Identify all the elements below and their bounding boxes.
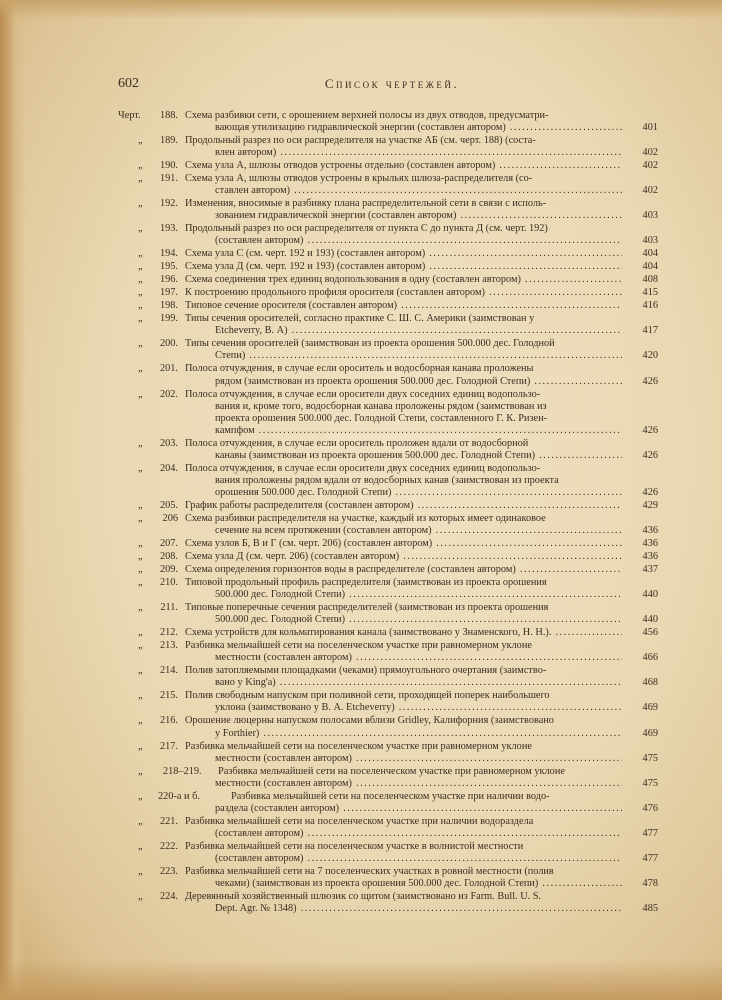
entry-text: Полив затопляемыми площадками (чеками) прямоугольного очертания (заимство- xyxy=(185,665,547,677)
list-item xyxy=(118,690,658,714)
page-reference: 417 xyxy=(642,325,658,337)
page-reference: 475 xyxy=(642,752,658,764)
entry-line xyxy=(118,614,658,626)
entry-text: Схема разбивки сети, с орошением верхней полосы из двух отводов, предусматри- xyxy=(185,110,549,121)
list-item xyxy=(118,110,658,134)
entry-line xyxy=(118,500,658,512)
page-reference: 469 xyxy=(642,727,658,739)
entry-line xyxy=(118,185,658,197)
page-reference: 401 xyxy=(642,122,658,134)
drawing-number: 190. xyxy=(159,160,178,172)
list-item xyxy=(118,564,658,576)
ditto-mark: „ xyxy=(138,765,143,777)
list-item xyxy=(118,816,658,840)
list-item xyxy=(118,248,658,260)
list-item xyxy=(118,741,658,765)
entry-line xyxy=(118,551,658,563)
entry-text: вающая утилизацию гидравлической энергии (составлен автором) ..... xyxy=(215,122,622,134)
entry-text: Полоса отчуждения, в случае если оросители двух соседних единиц водопользо- xyxy=(185,388,541,400)
page-reference: 436 xyxy=(642,525,658,537)
page-reference: 476 xyxy=(642,802,658,814)
entry-line xyxy=(118,627,658,639)
entry-text: проекта орошения 500.000 дес. Голодной Степи, составленного Г. К. Ризен- xyxy=(215,412,548,424)
drawing-number: 202. xyxy=(159,388,178,400)
drawing-number: 214. xyxy=(159,665,178,677)
drawing-number: 203. xyxy=(159,437,178,449)
list-item xyxy=(118,300,658,312)
entry-line xyxy=(118,235,658,247)
entry-line xyxy=(118,715,658,727)
entry-line xyxy=(118,564,658,576)
entry-line xyxy=(118,475,658,487)
entry-text: 500.000 дес. Голодной Степи) ..... xyxy=(215,589,622,601)
ditto-mark: „ xyxy=(138,462,143,474)
drawings-list xyxy=(118,110,658,916)
entry-line xyxy=(118,287,658,299)
drawing-number: 221. xyxy=(159,815,178,827)
ditto-mark: „ xyxy=(138,313,143,325)
drawing-number: 208. xyxy=(159,551,178,563)
entry-text: Dept. Agr. № 1348) ..... xyxy=(215,903,622,915)
entry-line xyxy=(118,803,658,815)
entry-text: Схема узла Д (см. черт. 206) (составлен автором) ..... xyxy=(185,551,622,563)
ditto-mark: „ xyxy=(138,287,143,299)
list-item xyxy=(118,198,658,222)
entry-line xyxy=(118,589,658,601)
list-item xyxy=(118,261,658,273)
ditto-mark: „ xyxy=(138,840,143,852)
page-reference: 440 xyxy=(642,589,658,601)
ditto-mark: „ xyxy=(138,135,143,147)
entry-line xyxy=(118,891,658,903)
entry-line xyxy=(118,413,658,425)
page-edge-stain xyxy=(0,0,26,1000)
list-item xyxy=(118,791,658,815)
entry-line xyxy=(118,147,658,159)
entry-line xyxy=(118,173,658,185)
page-reference: 408 xyxy=(642,274,658,286)
entry-text: К построению продольного профиля оросителя (составлен автором) ..... xyxy=(185,287,622,299)
drawing-number: 198. xyxy=(159,300,178,312)
entry-text: орошения 500.000 дес. Голодной Степи) ..... xyxy=(215,487,622,499)
entry-text: Типовое сечение оросителя (составлен автором) ..... xyxy=(185,300,622,312)
list-item xyxy=(118,313,658,337)
ditto-mark: „ xyxy=(138,363,143,375)
page-number: 602 xyxy=(118,76,139,91)
entry-text: Разбивка мельчайшей сети на поселенческом участке при равномерном уклоне xyxy=(185,640,532,652)
page-reference: 416 xyxy=(642,300,658,312)
entry-text: канавы (заимствован из проекта орошения 500.000 дес. Голодной Степи) ..... xyxy=(215,450,622,462)
drawing-number: 223. xyxy=(159,865,178,877)
entry-line xyxy=(118,741,658,753)
entry-line xyxy=(118,198,658,210)
entry-line xyxy=(118,728,658,740)
list-item xyxy=(118,363,658,387)
ditto-mark: „ xyxy=(138,274,143,286)
ditto-mark: „ xyxy=(138,513,143,525)
entry-line xyxy=(118,791,658,803)
entry-text: Типы сечения оросителей (заимствован из проекта орошения 500.000 дес. Голодной xyxy=(185,338,555,350)
drawing-number: 222. xyxy=(159,840,178,852)
list-item xyxy=(118,891,658,915)
list-item xyxy=(118,160,658,172)
list-item xyxy=(118,513,658,537)
drawing-number: 216. xyxy=(159,715,178,727)
ditto-mark: „ xyxy=(138,740,143,752)
entry-text: местности (составлен автором) ..... xyxy=(215,778,622,790)
entry-line xyxy=(118,487,658,499)
ditto-mark: „ xyxy=(138,577,143,589)
ditto-mark: „ xyxy=(138,715,143,727)
entry-line xyxy=(118,816,658,828)
drawing-number: 199. xyxy=(159,313,178,325)
drawing-number: 189. xyxy=(159,135,178,147)
drawing-number: 205. xyxy=(159,500,178,512)
entry-line xyxy=(118,210,658,222)
list-item xyxy=(118,463,658,499)
drawing-number: 212. xyxy=(159,627,178,639)
entry-text: Продольный разрез по оси распределителя на участке АБ (см. черт. 188) (соста- xyxy=(185,135,536,147)
drawing-number: 209. xyxy=(159,564,178,576)
page-reference: 478 xyxy=(642,878,658,889)
entry-text: вания и, кроме того, водосборная канава проложены рядом (заимствован из xyxy=(215,400,547,412)
entry-text: Полоса отчуждения, в случае если ороситель проложен вдали от водосборной xyxy=(185,437,529,449)
drawing-number: 204. xyxy=(159,462,178,474)
entry-text: Схема определения горизонтов воды в распределителе (составлен автором) ..... xyxy=(185,564,622,576)
entry-line xyxy=(118,878,658,890)
entry-text: (составлен автором) ..... xyxy=(215,235,622,247)
drawing-number: 200. xyxy=(159,338,178,350)
ditto-mark: „ xyxy=(138,173,143,185)
entry-text: Разбивка мельчайшей сети на поселенческом участке при наличии водо- xyxy=(231,790,550,802)
entry-line xyxy=(118,450,658,462)
entry-text: Продольный разрез по оси распределителя от пункта С до пункта Д (см. черт. 192) xyxy=(185,223,548,235)
entry-text: вания проложены рядом вдали от водосборных канав (заимствован из проекта xyxy=(215,474,559,486)
entry-line xyxy=(118,577,658,589)
drawing-number: 210. xyxy=(159,577,178,589)
drawing-number: 224. xyxy=(159,890,178,902)
entry-line xyxy=(118,389,658,401)
ditto-mark: „ xyxy=(138,564,143,576)
drawing-number: 191. xyxy=(159,173,178,185)
ditto-mark: „ xyxy=(138,160,143,172)
entry-text: Схема узлов Б, В и Г (см. черт. 206) (составлен автором) ..... xyxy=(185,538,622,550)
entry-line xyxy=(118,513,658,525)
list-item xyxy=(118,338,658,362)
page-reference: 402 xyxy=(642,160,658,172)
page-reference: 436 xyxy=(642,538,658,550)
list-item xyxy=(118,274,658,286)
entry-line xyxy=(118,853,658,865)
ditto-mark: „ xyxy=(138,437,143,449)
entry-line xyxy=(118,274,658,286)
page-reference: 436 xyxy=(642,551,658,563)
entry-text: 500.000 дес. Голодной Степи) ..... xyxy=(215,614,622,626)
entry-text: Полив свободным напуском при поливной сети, проходящей поперек наибольшего xyxy=(185,690,550,702)
entry-text: влен автором) ..... xyxy=(215,147,622,159)
drawing-number: 188. xyxy=(159,110,178,121)
page-edge-stain xyxy=(0,960,722,1000)
entry-text: местности (составлен автором) ..... xyxy=(215,652,622,664)
entry-line xyxy=(118,110,658,122)
entry-line xyxy=(118,525,658,537)
ditto-mark: „ xyxy=(138,640,143,652)
drawing-number: 192. xyxy=(159,198,178,210)
entry-line xyxy=(118,300,658,312)
page-reference: 475 xyxy=(642,777,658,789)
entry-line xyxy=(118,903,658,915)
entry-text: Разбивка мельчайшей сети на поселенческом участке при равномерном уклоне xyxy=(185,740,532,752)
entry-text: Степи) ..... xyxy=(215,350,622,362)
entry-line xyxy=(118,313,658,325)
entry-line xyxy=(118,135,658,147)
drawing-number: 207. xyxy=(159,538,178,550)
entry-text: Схема разбивки распределителя на участке, каждый из которых имеет одинаковое xyxy=(185,513,546,525)
entry-text: раздела (составлен автором) ..... xyxy=(215,803,622,815)
drawing-number: 195. xyxy=(159,261,178,273)
page-title: Список чертежей. xyxy=(324,76,460,91)
entry-text: Разбивка мельчайшей сети на поселенческом участке при равномерном уклоне xyxy=(218,765,565,777)
entry-line xyxy=(118,677,658,689)
page-reference: 403 xyxy=(642,210,658,222)
entry-text: вано у King'a) ..... xyxy=(215,677,622,689)
drawing-number: 213. xyxy=(159,640,178,652)
entry-text: Орошение люцерны напуском полосами вблизи Gridley, Калифорния (заимствовано xyxy=(185,715,554,727)
entry-line xyxy=(118,160,658,172)
entry-text: рядом (заимствован из проекта орошения 500.000 дес. Голодной Степи) ..... xyxy=(215,376,622,388)
ditto-mark: „ xyxy=(138,538,143,550)
list-item xyxy=(118,223,658,247)
page-reference: 437 xyxy=(642,564,658,576)
list-item xyxy=(118,602,658,626)
entry-text: Схема соединения трех единиц водопользования в одну (составлен автором) ..... xyxy=(185,274,622,286)
list-item xyxy=(118,640,658,664)
ditto-mark: „ xyxy=(138,690,143,702)
entry-text: Типовые поперечные сечения распределителей (заимствован из проекта орошения xyxy=(185,602,549,614)
entry-text: Разбивка мельчайшей сети на поселенческом участке при наличии водораздела xyxy=(185,815,534,827)
drawing-number: 193. xyxy=(159,223,178,235)
ditto-mark: „ xyxy=(138,602,143,614)
page-reference: 426 xyxy=(642,487,658,499)
entry-line xyxy=(118,463,658,475)
drawing-number: 215. xyxy=(159,690,178,702)
drawing-number: 194. xyxy=(159,248,178,260)
entry-text: сечение на всем протяжении (составлен автором) ..... xyxy=(215,525,622,537)
entry-text: Схема узла С (см. черт. 192 и 193) (составлен автором) ..... xyxy=(185,248,622,260)
page-edge-stain xyxy=(0,0,722,20)
page-reference: 426 xyxy=(642,424,658,436)
ditto-mark: „ xyxy=(138,388,143,400)
ditto-mark: Черт. xyxy=(118,110,141,121)
ditto-mark: „ xyxy=(138,198,143,210)
page-reference: 403 xyxy=(642,235,658,247)
ditto-mark: „ xyxy=(138,865,143,877)
list-item xyxy=(118,538,658,550)
entry-line xyxy=(118,401,658,413)
drawing-number: 206 xyxy=(162,513,178,525)
ditto-mark: „ xyxy=(138,890,143,902)
drawing-number: 196. xyxy=(159,274,178,286)
page-reference: 429 xyxy=(642,500,658,512)
entry-line xyxy=(118,438,658,450)
drawing-number: 218–219. xyxy=(163,765,202,777)
entry-line xyxy=(118,652,658,664)
page-reference: 420 xyxy=(642,350,658,362)
page-reference: 468 xyxy=(642,677,658,689)
entry-line xyxy=(118,350,658,362)
ditto-mark: „ xyxy=(138,223,143,235)
entry-text: местности (составлен автором) ..... xyxy=(215,753,622,765)
page-reference: 404 xyxy=(642,261,658,273)
page-reference: 402 xyxy=(642,147,658,159)
page-reference: 440 xyxy=(642,614,658,626)
page-reference: 402 xyxy=(642,185,658,197)
entry-text: зованием гидравлической энергии (составлен автором) ..... xyxy=(215,210,622,222)
entry-text: График работы распределителя (составлен автором) ..... xyxy=(185,500,622,512)
ditto-mark: „ xyxy=(138,627,143,639)
entry-line xyxy=(118,841,658,853)
entry-line xyxy=(118,753,658,765)
entry-line xyxy=(118,248,658,260)
drawing-number: 220-а и б. xyxy=(158,790,200,802)
list-item xyxy=(118,866,658,890)
ditto-mark: „ xyxy=(138,338,143,350)
page-header xyxy=(118,76,666,92)
list-item xyxy=(118,389,658,437)
entry-text: Разбивка мельчайшей сети на поселенческом участке в волнистой местности xyxy=(185,840,524,852)
entry-line xyxy=(118,338,658,350)
ditto-mark: „ xyxy=(138,261,143,273)
entry-text: Разбивка мельчайшей сети на 7 поселенческих участках в ровной местности (полив xyxy=(185,865,554,877)
entry-text: Типовой продольный профиль распределителя (заимствован из проекта орошения xyxy=(185,577,547,589)
entry-text: (составлен автором) ..... xyxy=(215,853,622,865)
entry-text: Полоса отчуждения, в случае если ороситель и водосборная канава проложены xyxy=(185,363,534,375)
entry-text: (составлен автором) ..... xyxy=(215,828,622,840)
drawing-number: 201. xyxy=(159,363,178,375)
list-item xyxy=(118,665,658,689)
entry-line xyxy=(118,640,658,652)
page-reference: 466 xyxy=(642,652,658,664)
entry-text: уклона (заимствовано у В. А. Etcheverry) ..... xyxy=(215,702,622,714)
entry-text: Схема узла Д (см. черт. 192 и 193) (составлен автором) ..... xyxy=(185,261,622,273)
list-item xyxy=(118,438,658,462)
list-item xyxy=(118,173,658,197)
entry-line xyxy=(118,425,658,437)
entry-line xyxy=(118,538,658,550)
entry-text: Деревянный хозяйственный шлюзик со щитом (заимствовано из Farm. Bull. U. S. xyxy=(185,890,542,902)
entry-line xyxy=(118,363,658,375)
entry-text: ставлен автором) ..... xyxy=(215,185,622,197)
ditto-mark: „ xyxy=(138,665,143,677)
entry-text: у Forthier) ..... xyxy=(215,728,622,740)
list-item xyxy=(118,500,658,512)
entry-text: Изменения, вносимые в разбивку плана распределительной сети в связи с исполь- xyxy=(185,198,547,210)
entry-text: Схема узла А, шлюзы отводов устроены отдельно (составлен автором) ..... xyxy=(185,160,622,172)
page-reference: 415 xyxy=(642,287,658,299)
entry-line xyxy=(118,702,658,714)
entry-line xyxy=(118,602,658,614)
list-item xyxy=(118,135,658,159)
entry-line xyxy=(118,261,658,273)
page-reference: 477 xyxy=(642,852,658,864)
entry-line xyxy=(118,665,658,677)
entry-line xyxy=(118,325,658,337)
entry-line xyxy=(118,122,658,134)
list-item xyxy=(118,551,658,563)
entry-line xyxy=(118,866,658,878)
ditto-mark: „ xyxy=(138,815,143,827)
entry-line xyxy=(118,778,658,790)
entry-text: Etcheverry, В. А) ..... xyxy=(215,325,622,337)
entry-text: чеками) (заимствован из проекта орошения 500.000 дес. Голодной Степи) ..... xyxy=(215,878,622,890)
list-item xyxy=(118,766,658,790)
list-item xyxy=(118,627,658,639)
list-item xyxy=(118,841,658,865)
entry-text: Схема устройств для кольматирования канала (заимствовано у Знаменского, Н. Н.). ..... xyxy=(185,627,622,639)
page-reference: 426 xyxy=(642,375,658,387)
list-item xyxy=(118,287,658,299)
ditto-mark: „ xyxy=(138,500,143,512)
ditto-mark: „ xyxy=(138,248,143,260)
page-reference: 404 xyxy=(642,248,658,260)
ditto-mark: „ xyxy=(138,790,143,802)
entry-text: Типы сечения оросителей, согласно практике С. Ш. С. Америки (заимствован у xyxy=(185,313,535,325)
list-item xyxy=(118,577,658,601)
drawing-number: 211. xyxy=(160,602,178,614)
page-reference: 426 xyxy=(642,449,658,461)
entry-line xyxy=(118,828,658,840)
entry-line xyxy=(118,690,658,702)
entry-text: Полоса отчуждения, в случае если оросители двух соседних единиц водопользо- xyxy=(185,462,541,474)
entry-line xyxy=(118,376,658,388)
entry-line xyxy=(118,766,658,778)
ditto-mark: „ xyxy=(138,300,143,312)
entry-text: кампфом ..... xyxy=(215,425,622,437)
page-reference: 469 xyxy=(642,702,658,714)
page-reference: 485 xyxy=(642,903,658,915)
page-reference: 456 xyxy=(642,627,658,639)
page-reference: 477 xyxy=(642,827,658,839)
entry-line xyxy=(118,223,658,235)
list-item xyxy=(118,715,658,739)
entry-text: Схема узла А, шлюзы отводов устроены в крыльях шлюза-распределителя (со- xyxy=(185,173,533,185)
drawing-number: 197. xyxy=(159,287,178,299)
ditto-mark: „ xyxy=(138,551,143,563)
drawing-number: 217. xyxy=(159,740,178,752)
